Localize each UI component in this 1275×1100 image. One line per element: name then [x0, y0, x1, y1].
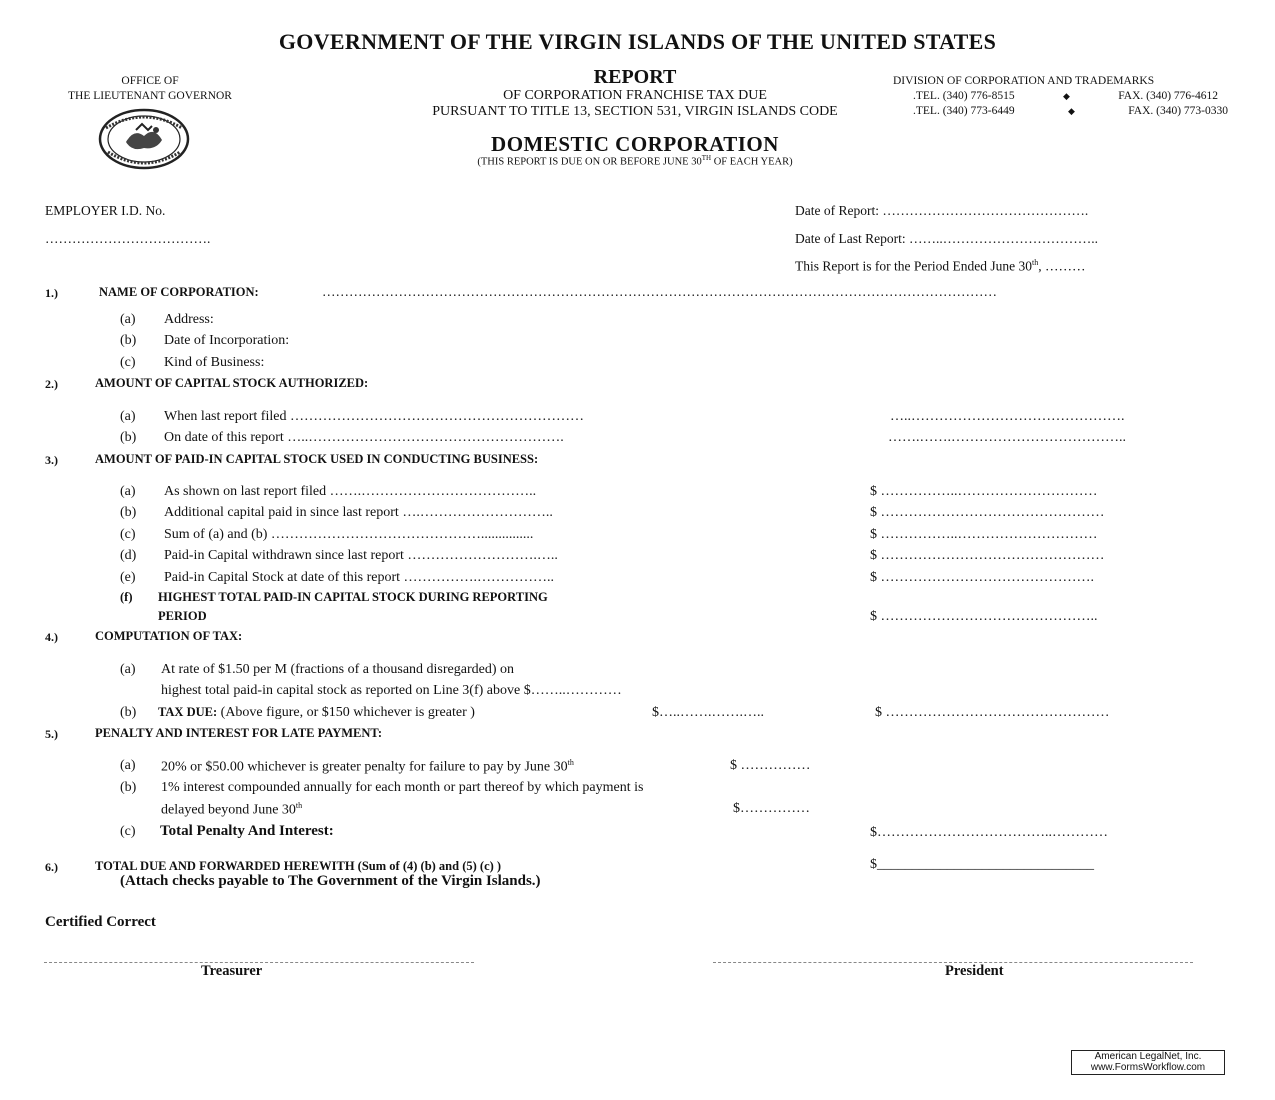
section-3-label: AMOUNT OF PAID-IN CAPITAL STOCK USED IN CONDUCTING BUSINESS:	[95, 452, 539, 466]
item-label: (a)	[120, 484, 136, 499]
section-6-number: 6.)	[45, 860, 58, 874]
certified-correct-label: Certified Correct	[45, 914, 156, 930]
employer-id-field[interactable]: ……………………………….	[45, 231, 211, 246]
fax-1: FAX. (340) 776-4612	[1118, 90, 1218, 102]
tax-rate-text: At rate of $1.50 per M (fractions of a thousand disregarded) on	[161, 662, 515, 677]
period-ended-field[interactable]: This Report is for the Period Ended June 30th, ………	[795, 258, 1086, 274]
form-type-title: DOMESTIC CORPORATION	[491, 132, 779, 156]
item-label: (e)	[120, 570, 136, 585]
interest-amount-field[interactable]: $……………	[733, 801, 810, 816]
section-6-label: TOTAL DUE AND FORWARDED HEREWITH (Sum of (4) (b) and (5) (c) )	[95, 859, 502, 873]
highest-capital-label-1: HIGHEST TOTAL PAID-IN CAPITAL STOCK DURING REPORTING	[158, 590, 548, 604]
interest-text-1: 1% interest compounded annually for each month or part thereof by which payment is	[161, 780, 644, 795]
employer-id-label: EMPLOYER I.D. No.	[45, 203, 166, 218]
date-of-last-report-field[interactable]: Date of Last Report: ……..……………………………..	[795, 231, 1098, 246]
this-report-authorized-field[interactable]: On date of this report …..……………………………………………….	[164, 430, 564, 445]
tel-2: .TEL. (340) 773-6449	[913, 105, 1015, 117]
americanlegalnet-logo	[1071, 1050, 1225, 1075]
tax-due-figure-field[interactable]: $…..…….…….…..	[652, 705, 764, 720]
report-heading	[320, 66, 950, 120]
section-4-number: 4.)	[45, 630, 58, 644]
paid-in-last-report-label: As shown on last report filed …….………………………………..	[164, 484, 537, 499]
section-2-label: AMOUNT OF CAPITAL STOCK AUTHORIZED:	[95, 376, 369, 390]
president-label: President	[945, 963, 1004, 979]
attach-checks-note: (Attach checks payable to The Government of the Virgin Islands.)	[120, 873, 541, 889]
item-label: (f)	[120, 590, 133, 604]
highest-capital-amount[interactable]: $ ………………………………………..	[870, 609, 1098, 624]
logo-line-1: American LegalNet, Inc.	[1094, 1051, 1202, 1062]
item-label: (b)	[120, 430, 137, 445]
capital-withdrawn-amount[interactable]: $ …………………………………………	[870, 548, 1105, 563]
item-label: (b)	[120, 705, 137, 720]
item-label: (d)	[120, 548, 137, 563]
section-4-label: COMPUTATION OF TAX:	[95, 629, 243, 643]
kind-of-business-label: Kind of Business:	[164, 355, 265, 370]
office-line2: THE LIEUTENANT GOVERNOR	[68, 90, 232, 102]
section-5-number: 5.)	[45, 727, 58, 741]
this-report-authorized-amount[interactable]: …….…….………………………………..	[888, 430, 1126, 445]
penalty-amount-field[interactable]: $ ……………	[730, 758, 811, 773]
division-name: DIVISION OF CORPORATION AND TRADEMARKS	[893, 75, 1155, 87]
document-title: GOVERNMENT OF THE VIRGIN ISLANDS OF THE UNITED STATES	[278, 29, 997, 54]
item-label: (c)	[120, 824, 136, 839]
treasurer-label: Treasurer	[201, 963, 263, 979]
tax-due-amount[interactable]: $ …………………………………………	[875, 705, 1110, 720]
report-subtitle-1: OF CORPORATION FRANCHISE TAX DUE	[503, 88, 767, 103]
section-3-number: 3.)	[45, 453, 58, 467]
additional-capital-amount[interactable]: $ …………………………………………	[870, 505, 1105, 520]
contact-row-2	[888, 104, 1233, 119]
total-penalty-label: Total Penalty And Interest:	[160, 823, 334, 839]
sum-a-b-label: Sum of (a) and (b) ………………………………………...............	[164, 527, 534, 542]
total-due-amount[interactable]: $_______________________________	[870, 857, 1094, 872]
tel-1: .TEL. (340) 776-8515	[913, 90, 1015, 102]
additional-capital-label: Additional capital paid in since last report ….………………………..	[164, 505, 553, 520]
paid-in-last-report-amount[interactable]: $ ……………..…………………………	[870, 484, 1098, 499]
item-label: (c)	[120, 527, 136, 542]
sum-a-b-amount[interactable]: $ ……………..…………………………	[870, 527, 1098, 542]
address-label: Address:	[164, 312, 214, 327]
logo-line-2: www.FormsWorkflow.com	[1090, 1062, 1206, 1073]
tax-due-label: TAX DUE: (Above figure, or $150 whichever is greater )	[158, 705, 475, 720]
capital-at-date-label: Paid-in Capital Stock at date of this report …………….……………..	[164, 570, 555, 585]
office-block	[40, 74, 260, 104]
item-label: (a)	[120, 409, 136, 424]
capital-withdrawn-label: Paid-in Capital withdrawn since last report ……………………….…..	[164, 548, 558, 563]
section-1-number: 1.)	[45, 286, 58, 300]
interest-text-2: delayed beyond June 30th	[161, 801, 303, 818]
contact-row-1	[888, 89, 1233, 104]
fax-2: FAX. (340) 773-0330	[1128, 105, 1228, 117]
item-label: (b)	[120, 505, 137, 520]
corporation-name-field[interactable]: ……………………………………………………………………………………………………………………………………	[322, 284, 997, 299]
last-report-authorized-field[interactable]: When last report filed ………………………………………………………	[164, 409, 584, 424]
diamond-icon: ◆	[1067, 106, 1075, 116]
last-report-authorized-amount[interactable]: …..……………………………………….	[890, 409, 1125, 424]
office-line1: OFFICE OF	[121, 75, 179, 87]
item-label: (b)	[120, 333, 137, 348]
item-label: (a)	[120, 758, 136, 773]
incorporation-date-label: Date of Incorporation:	[164, 333, 290, 348]
date-of-report-field[interactable]: Date of Report: ……………………………………….	[795, 203, 1089, 218]
section-2-number: 2.)	[45, 377, 58, 391]
highest-capital-label-2: PERIOD	[158, 609, 207, 623]
penalty-text: 20% or $50.00 whichever is greater penalty for failure to pay by June 30th	[161, 758, 574, 775]
item-label: (a)	[120, 312, 136, 327]
total-penalty-amount[interactable]: $………………………………..…………	[870, 825, 1108, 840]
report-subtitle-2: PURSUANT TO TITLE 13, SECTION 531, VIRGIN ISLANDS CODE	[432, 104, 838, 119]
capital-at-date-amount[interactable]: $ ……………………………………….	[870, 570, 1094, 585]
section-1-label: NAME OF CORPORATION:	[99, 285, 259, 299]
government-seal	[96, 108, 192, 175]
section-5-label: PENALTY AND INTEREST FOR LATE PAYMENT:	[95, 726, 382, 740]
item-label: (a)	[120, 662, 136, 677]
report-title: REPORT	[593, 66, 677, 88]
tax-rate-amount-field[interactable]: highest total paid-in capital stock as reported on Line 3(f) above $……..…………	[161, 683, 622, 698]
diamond-icon: ◆	[1062, 91, 1070, 101]
division-block	[888, 74, 1233, 119]
item-label: (c)	[120, 355, 136, 370]
item-label: (b)	[120, 780, 137, 795]
due-note: (THIS REPORT IS DUE ON OR BEFORE JUNE 30TH OF EACH YEAR)	[477, 154, 793, 168]
